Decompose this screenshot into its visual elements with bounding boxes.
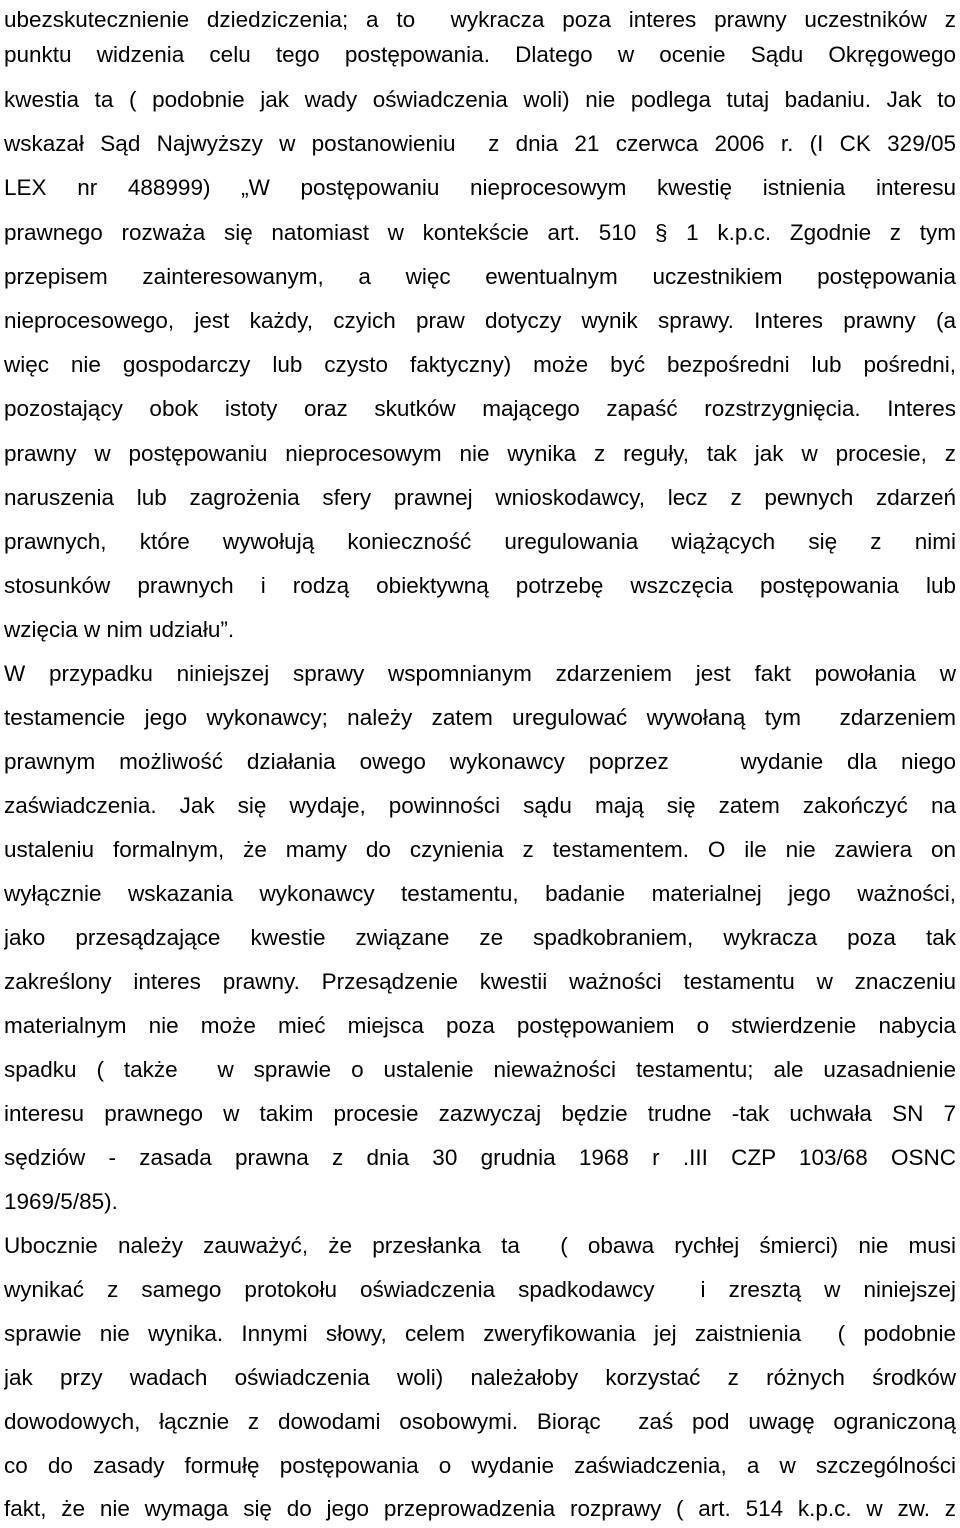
text-line: prawnych, które wywołują konieczność uregulowania wiążących się z nimi (4, 529, 956, 554)
text-line: ustaleniu formalnym, że mamy do czynienia z testamentem. O ile nie zawiera on (4, 837, 956, 862)
text-line: W przypadku niniejszej sprawy wspomnianym zdarzeniem jest fakt powołania w (4, 661, 956, 686)
text-line: wskazał Sąd Najwyższy w postanowieniu z dnia 21 czerwca 2006 r. (I CK 329/05 (4, 131, 956, 156)
text-line: sędziów - zasada prawna z dnia 30 grudnia 1968 r .III CZP 103/68 OSNC (4, 1145, 956, 1170)
text-line: co do zasady formułę postępowania o wydanie zaświadczenia, a w szczególności (4, 1453, 956, 1478)
text-line: jak przy wadach oświadczenia woli) należałoby korzystać z różnych środków (4, 1365, 956, 1390)
document-page (4, 0, 956, 1528)
text-line: wynikać z samego protokołu oświadczenia spadkodawcy i zresztą w niniejszej (4, 1277, 956, 1302)
text-line: 1969/5/85). (4, 1189, 118, 1214)
text-line: jako przesądzające kwestie związane ze spadkobraniem, wykracza poza tak (4, 925, 956, 950)
text-line: spadku ( także w sprawie o ustalenie nieważności testamentu; ale uzasadnienie (4, 1057, 956, 1082)
text-line: materialnym nie może mieć miejsca poza postępowaniem o stwierdzenie nabycia (4, 1013, 956, 1038)
text-line: LEX nr 488999) „W postępowaniu nieprocesowym kwestię istnienia interesu (4, 175, 956, 200)
text-line: prawny w postępowaniu nieprocesowym nie wynika z reguły, tak jak w procesie, z (4, 441, 956, 466)
text-line: kwestia ta ( podobnie jak wady oświadczenia woli) nie podlega tutaj badaniu. Jak to (4, 87, 956, 112)
text-line: przepisem zainteresowanym, a więc ewentualnym uczestnikiem postępowania (4, 264, 956, 289)
text-line: dowodowych, łącznie z dowodami osobowymi. Biorąc zaś pod uwagę ograniczoną (4, 1409, 956, 1434)
text-line: prawnego rozważa się natomiast w kontekście art. 510 § 1 k.p.c. Zgodnie z tym (4, 220, 956, 245)
text-line: punktu widzenia celu tego postępowania. Dlatego w ocenie Sądu Okręgowego (4, 42, 956, 67)
text-line: naruszenia lub zagrożenia sfery prawnej wnioskodawcy, lecz z pewnych zdarzeń (4, 485, 956, 510)
text-line: prawnym możliwość działania owego wykonawcy poprzez wydanie dla niego (4, 749, 956, 774)
text-line: pozostający obok istoty oraz skutków mającego zapaść rozstrzygnięcia. Interes (4, 396, 956, 421)
text-line: zaświadczenia. Jak się wydaje, powinności sądu mają się zatem zakończyć na (4, 793, 956, 818)
text-line: wzięcia w nim udziału”. (4, 617, 235, 642)
text-line: stosunków prawnych i rodzą obiektywną potrzebę wszczęcia postępowania lub (4, 573, 956, 598)
text-line: nieprocesowego, jest każdy, czyich praw dotyczy wynik sprawy. Interes prawny (a (4, 308, 956, 333)
text-line: Ubocznie należy zauważyć, że przesłanka ta ( obawa rychłej śmierci) nie musi (4, 1233, 956, 1258)
text-line: więc nie gospodarczy lub czysto faktyczny) może być bezpośredni lub pośredni, (4, 352, 956, 377)
text-line: sprawie nie wynika. Innymi słowy, celem zweryfikowania jej zaistnienia ( podobnie (4, 1321, 956, 1346)
text-line: testamencie jego wykonawcy; należy zatem uregulować wywołaną tym zdarzeniem (4, 705, 956, 730)
text-line: zakreślony interes prawny. Przesądzenie kwestii ważności testamentu w znaczeniu (4, 969, 956, 994)
text-line: fakt, że nie wymaga się do jego przeprowadzenia rozprawy ( art. 514 k.p.c. w zw. z (4, 1496, 956, 1521)
text-line: wyłącznie wskazania wykonawcy testamentu, badanie materialnej jego ważności, (4, 881, 956, 906)
text-line: interesu prawnego w takim procesie zazwyczaj będzie trudne -tak uchwała SN 7 (4, 1101, 956, 1126)
text-line: ubezskutecznienie dziedziczenia; a to wykracza poza interes prawny uczestników z (4, 7, 956, 32)
